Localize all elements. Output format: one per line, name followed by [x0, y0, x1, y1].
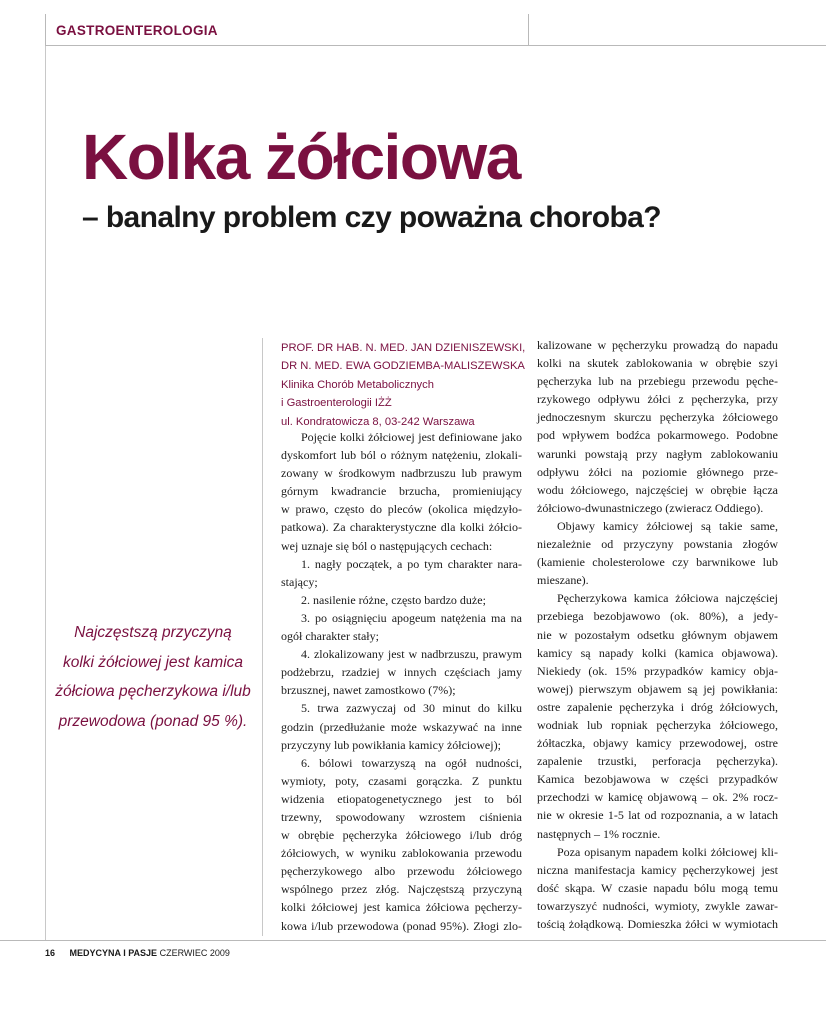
text-line: Pojęcie kolki żółciowej jest definiowane jako: [301, 430, 522, 444]
text-line: 5. trwa zazwyczaj od 30 minut do kilku: [301, 701, 522, 716]
text-line: kolki żółciowej jest kamica żółciowa pęcherzy-: [281, 900, 522, 915]
header-divider-left: [45, 14, 46, 46]
text-line: kalizowane w pęcherzyku prowadzą do napadu: [537, 338, 778, 352]
article-title: Kolka żółciowa: [82, 121, 520, 193]
text-line: mieszane).: [537, 573, 589, 588]
text-line: górnym kwadrancie brzucha, promieniujący: [281, 484, 522, 499]
text-line: 4. zlokalizowany jest w nadbrzuszu, prawym: [301, 647, 522, 662]
text-line: w obrębie pęcherzyka żółciowego i/lub dróg: [281, 828, 522, 843]
list-item: [281, 699, 522, 753]
text-line: niezależnie od przyczyny powstania złogów: [537, 537, 778, 552]
text-line: 2. nasilenie różne, często bardzo duże;: [301, 592, 486, 607]
text-line: wowej) pierwszym objawem są jej powikłania:: [537, 681, 778, 696]
text-line: wodniak lub ropniak pęcherzyka żółciowego,: [537, 717, 778, 732]
issue-date: CZERWIEC 2009: [159, 948, 230, 958]
text-line: wymioty, poty, czasami gorączka. Z punktu: [281, 773, 522, 788]
text-line: rzykowego odpływu żółci z pęcherzyka, przy: [537, 392, 778, 407]
text-line: kowa i/lub przewodowa (ponad 95%). Złogi zlo-: [281, 918, 522, 933]
page-footer: [45, 948, 230, 958]
text-line: wspólnego przez złóg. Najczęstszą przyczyną: [281, 882, 522, 897]
text-line: towarzyszyć nudności, wymioty, zwykle zawar-: [537, 898, 778, 913]
left-margin-rule: [45, 46, 46, 940]
text-line: przebiega bezobjawowo (ok. 80%), a jedy-: [537, 609, 778, 624]
text-line: 6. bólowi towarzyszą na ogół nudności,: [301, 755, 522, 770]
text-line: w prawo, często do pleców (okolica międzyło-: [281, 502, 522, 517]
text-line: patkowa). Za charakterystyczne dla kolki żółcio-: [281, 520, 522, 535]
list-item: [281, 591, 522, 609]
text-line: Objawy kamicy żółciowej są takie same,: [557, 518, 778, 533]
text-line: następnych – 1% rocznie.: [537, 826, 661, 841]
text-line: Pęcherzykowa kamica żółciowa najczęściej: [557, 591, 778, 606]
list-item: [281, 754, 522, 935]
text-line: zapalenie trzustki, perforacja pęcherzyka).: [537, 754, 778, 769]
list-item: [281, 609, 522, 645]
text-line: żółtaczka, objawy kamicy przewodowej, ostre: [537, 736, 778, 751]
address-line: ul. Kondratowicza 8, 03-242 Warszawa: [281, 415, 475, 428]
header-rule: [45, 45, 826, 46]
magazine-name: MEDYCYNA I PASJE: [69, 948, 158, 958]
text-line: trzewny, spowodowany wzrostem ciśnienia: [281, 809, 522, 824]
text-line: wodu żółciowego, najczęściej w obrębie łącza: [537, 482, 778, 497]
text-line: zowany w środkowym nadbrzuszu lub prawym: [281, 466, 522, 481]
text-line: żółciowo-dwunastniczego (zwieracz Oddiego).: [537, 500, 764, 515]
list-item: [281, 645, 522, 699]
text-line: przyczyny lub powikłania kamicy żółciowej);: [281, 737, 501, 752]
text-column-2: [537, 336, 778, 933]
text-line: pod wpływem bodźca pokarmowego. Podobne: [537, 428, 778, 443]
list-item: [281, 555, 522, 591]
paragraph: [537, 589, 778, 842]
pull-quote-line: kolki żółciowej jest kamica: [62, 653, 244, 671]
paragraph: [537, 843, 778, 933]
text-line: 3. po osiągnięciu apogeum natężenia ma na: [301, 610, 522, 625]
text-line: niczna manifestacja kamicy pęcherzykowej jest: [537, 862, 778, 877]
text-line: pęcherzykowego albo przewodu żółciowego: [281, 864, 522, 879]
text-line: godzin (przedłużanie może wskazywać na inne: [281, 719, 522, 734]
text-line: widzenia etiopatogenetycznego jest to ból: [281, 791, 522, 806]
affiliation-line: Klinika Chorób Metabolicznych: [281, 378, 434, 391]
text-line: dość skąpa. W czasie napadu bólu mogą temu: [537, 880, 778, 895]
text-column-1: [281, 428, 522, 935]
paragraph: [537, 517, 778, 589]
column-divider: [262, 338, 263, 936]
text-line: nie w okresie 1-5 lat od rozpoznania, a w latach: [537, 808, 778, 823]
text-line: kolki na skutek zablokowania w obrębie szyi: [537, 356, 778, 371]
text-line: wej uznaje się ból o następujących cechach:: [281, 538, 493, 553]
text-line: przechodzi w kamicę objawową – ok. 2% rocz-: [537, 790, 778, 805]
author-block: [281, 339, 531, 431]
header-divider-right: [528, 14, 529, 46]
affiliation-line: i Gastroenterologii IŻŻ: [281, 397, 392, 410]
text-line: tością żołądkową. Domieszka żółci w wymiotach: [537, 917, 778, 931]
text-line: pęcherzyka lub na przebiegu przewodu pęche-: [537, 374, 778, 389]
text-line: ogół charakter stały;: [281, 629, 379, 644]
pull-quote: [50, 618, 256, 736]
pull-quote-line: żółciowa pęcherzykowa i/lub: [55, 683, 251, 700]
text-line: warunki powstają przy nagłym zablokowaniu: [537, 446, 778, 461]
pull-quote-line: przewodowa (ponad 95 %).: [58, 712, 248, 730]
author-line: PROF. DR HAB. N. MED. JAN DZIENISZEWSKI,: [281, 342, 526, 354]
text-line: (kamienie cholesterolowe czy barwnikowe lub: [537, 555, 778, 570]
section-label: GASTROENTEROLOGIA: [56, 23, 218, 38]
text-line: żółciowych, w wyniku zablokowania przewodu: [281, 846, 522, 861]
footer-rule: [0, 940, 826, 941]
text-line: podżebrzu, rzadziej w innych częściach jamy: [281, 665, 522, 680]
text-line: Niekiedy (ok. 15% przypadków kamicy obja-: [537, 663, 778, 678]
page-number: 16: [45, 948, 56, 958]
text-line: ostre zapalenie pęcherzyka i dróg żółciowych,: [537, 699, 778, 714]
text-line: odpływu żółci na poziomie głównego prze-: [537, 464, 778, 479]
author-line: DR N. MED. EWA GODZIEMBA-MALISZEWSKA: [281, 360, 525, 373]
text-line: dyskomfort lub ból o różnym natężeniu, zlokali-: [281, 448, 522, 463]
pull-quote-line: Najczęstszą przyczyną: [74, 624, 232, 641]
text-line: jednoczesnym skurczu pęcherzyka żółciowego: [537, 410, 778, 425]
text-line: nie w pozostałym odsetku głównym objawem: [537, 627, 778, 642]
text-line: brzusznej, nawet zamostkowo (7%);: [281, 683, 456, 698]
text-line: 1. nagły początek, a po tym charakter nara-: [301, 556, 522, 571]
text-line: kamicy są napady kolki (kamica objawowa).: [537, 645, 778, 660]
paragraph: [281, 428, 522, 555]
text-line: Poza opisanym napadem kolki żółciowej kli-: [557, 844, 778, 859]
article-subtitle: – banalny problem czy poważna choroba?: [82, 201, 661, 234]
text-line: stający;: [281, 574, 318, 589]
text-line: Kamica bezobjawowa w części przypadków: [537, 772, 778, 787]
paragraph: [537, 336, 778, 517]
